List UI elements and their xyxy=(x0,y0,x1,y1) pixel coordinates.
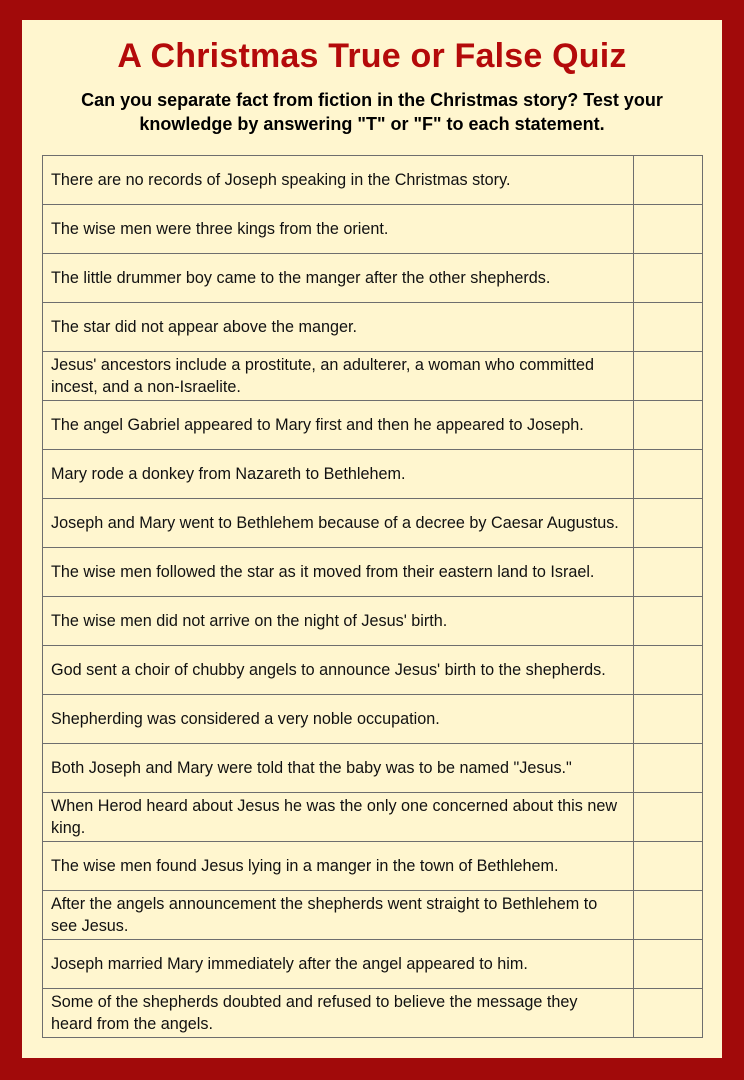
statement-text: The wise men found Jesus lying in a manger in the town of Bethlehem. xyxy=(43,842,634,891)
quiz-sheet xyxy=(22,20,722,1058)
quiz-table xyxy=(42,155,703,1038)
answer-box[interactable] xyxy=(634,156,703,205)
quiz-row xyxy=(43,695,703,744)
quiz-row xyxy=(43,401,703,450)
quiz-row xyxy=(43,744,703,793)
statement-text: Jesus' ancestors include a prostitute, an adulterer, a woman who committed incest, and a non-Israelite. xyxy=(43,352,634,401)
answer-box[interactable] xyxy=(634,695,703,744)
answer-box[interactable] xyxy=(634,891,703,940)
quiz-row xyxy=(43,646,703,695)
statement-text: Some of the shepherds doubted and refused to believe the message they heard from the angels. xyxy=(43,989,634,1038)
quiz-row xyxy=(43,548,703,597)
quiz-table-body xyxy=(43,156,703,1038)
answer-box[interactable] xyxy=(634,597,703,646)
quiz-row xyxy=(43,205,703,254)
quiz-row xyxy=(43,254,703,303)
answer-box[interactable] xyxy=(634,352,703,401)
quiz-row xyxy=(43,303,703,352)
statement-text: The little drummer boy came to the manger after the other shepherds. xyxy=(43,254,634,303)
answer-box[interactable] xyxy=(634,842,703,891)
quiz-row xyxy=(43,842,703,891)
page-title: A Christmas True or False Quiz xyxy=(117,37,627,75)
statement-text: Shepherding was considered a very noble occupation. xyxy=(43,695,634,744)
answer-box[interactable] xyxy=(634,793,703,842)
instructions: Can you separate fact from fiction in the Christmas story? Test your knowledge by answering "T" or "F" to each statement. xyxy=(81,90,663,134)
statement-text: The wise men were three kings from the orient. xyxy=(43,205,634,254)
answer-box[interactable] xyxy=(634,254,703,303)
statement-text: Joseph and Mary went to Bethlehem because of a decree by Caesar Augustus. xyxy=(43,499,634,548)
answer-box[interactable] xyxy=(634,548,703,597)
statement-text: Mary rode a donkey from Nazareth to Bethlehem. xyxy=(43,450,634,499)
answer-box[interactable] xyxy=(634,205,703,254)
answer-box[interactable] xyxy=(634,303,703,352)
statement-text: After the angels announcement the shepherds went straight to Bethlehem to see Jesus. xyxy=(43,891,634,940)
statement-text: When Herod heard about Jesus he was the only one concerned about this new king. xyxy=(43,793,634,842)
statement-text: The wise men did not arrive on the night of Jesus' birth. xyxy=(43,597,634,646)
quiz-row xyxy=(43,989,703,1038)
statement-text: Joseph married Mary immediately after the angel appeared to him. xyxy=(43,940,634,989)
statement-text: God sent a choir of chubby angels to announce Jesus' birth to the shepherds. xyxy=(43,646,634,695)
answer-box[interactable] xyxy=(634,450,703,499)
answer-box[interactable] xyxy=(634,744,703,793)
statement-text: The wise men followed the star as it moved from their eastern land to Israel. xyxy=(43,548,634,597)
quiz-row xyxy=(43,352,703,401)
quiz-row xyxy=(43,940,703,989)
quiz-row xyxy=(43,156,703,205)
quiz-row xyxy=(43,793,703,842)
statement-text: The angel Gabriel appeared to Mary first and then he appeared to Joseph. xyxy=(43,401,634,450)
quiz-row xyxy=(43,450,703,499)
statement-text: There are no records of Joseph speaking in the Christmas story. xyxy=(43,156,634,205)
statement-text: Both Joseph and Mary were told that the baby was to be named "Jesus." xyxy=(43,744,634,793)
answer-box[interactable] xyxy=(634,940,703,989)
quiz-row xyxy=(43,891,703,940)
quiz-row xyxy=(43,499,703,548)
answer-box[interactable] xyxy=(634,401,703,450)
answer-box[interactable] xyxy=(634,499,703,548)
answer-box[interactable] xyxy=(634,646,703,695)
answer-box[interactable] xyxy=(634,989,703,1038)
statement-text: The star did not appear above the manger. xyxy=(43,303,634,352)
quiz-row xyxy=(43,597,703,646)
